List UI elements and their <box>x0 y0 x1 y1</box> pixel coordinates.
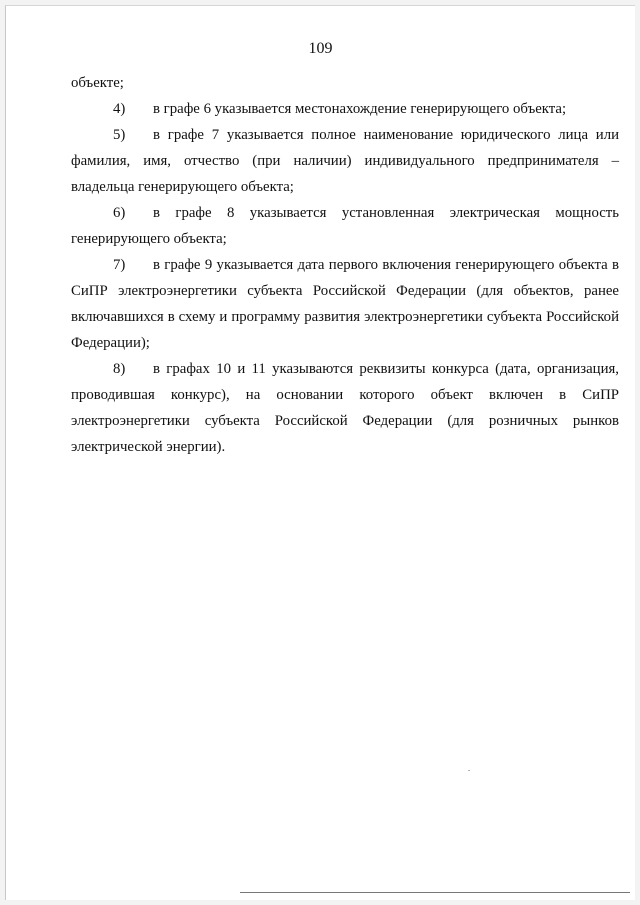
document-page <box>5 5 635 900</box>
scan-speck <box>468 770 470 771</box>
paragraph-text: объекте; <box>71 75 124 91</box>
document-body <box>71 70 619 460</box>
list-item-number: 5) <box>113 127 126 143</box>
list-item-number: 6) <box>113 205 126 221</box>
list-item-7 <box>71 252 619 356</box>
paragraph-continuation <box>71 70 619 96</box>
list-item-text: в графах 10 и 11 указываются реквизиты конкурса (дата, организация, проводившая конкурс), на основании которого объект включен в СиПР электроэнергетики субъекта Российской Федерации (для розничных рынков электрической энергии). <box>71 361 619 455</box>
list-item-number: 7) <box>113 257 126 273</box>
list-item-number: 8) <box>113 361 126 377</box>
list-item-text: в графе 7 указывается полное наименование юридического лица или фамилия, имя, отчество (при наличии) индивидуального предпринимателя – владельца генерирующего объекта; <box>71 127 619 195</box>
list-item-text: в графе 8 указывается установленная электрическая мощность генерирующего объекта; <box>71 205 619 247</box>
list-item-number: 4) <box>113 101 126 117</box>
list-item-text: в графе 9 указывается дата первого включения генерирующего объекта в СиПР электроэнергетики субъекта Российской Федерации (для объектов, ранее включавшихся в схему и программу развития электроэнергетики субъекта Российской Федерации); <box>71 257 619 351</box>
list-item-5 <box>71 122 619 200</box>
scan-edge-line <box>240 892 630 893</box>
list-item-8 <box>71 356 619 460</box>
list-item-6 <box>71 200 619 252</box>
list-item-text: в графе 6 указывается местонахождение генерирующего объекта; <box>153 101 567 117</box>
list-item-4 <box>71 96 619 122</box>
page-number: 109 <box>308 40 333 57</box>
